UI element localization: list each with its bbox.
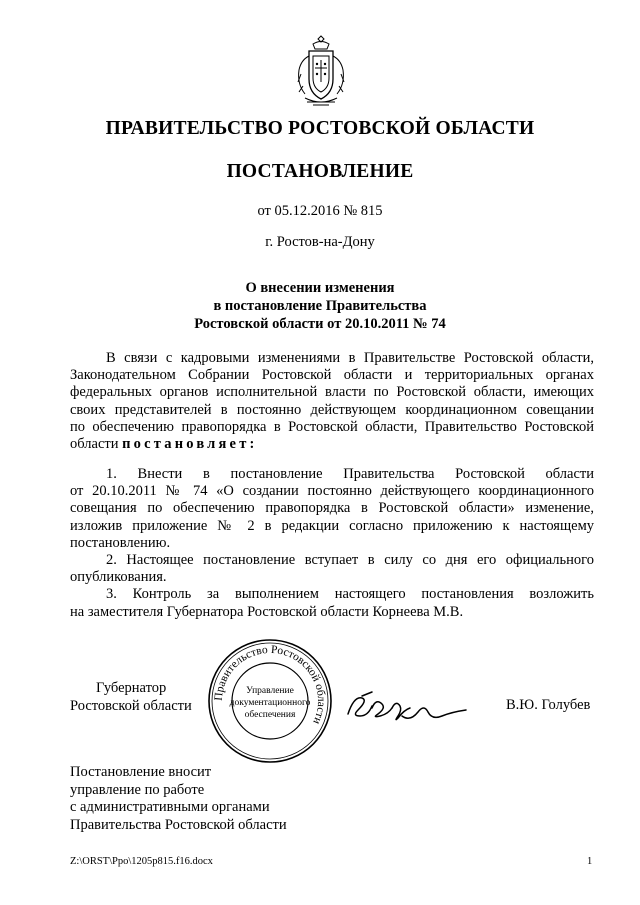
item-line: 1. Внести в постановление Правительства Ростовской области <box>106 466 594 482</box>
stamp-center-line: обеспечения <box>244 710 296 720</box>
signatory-position <box>70 680 192 715</box>
coat-of-arms-icon <box>295 34 347 108</box>
note-line: с административными органами <box>70 799 270 815</box>
resolution-items <box>70 466 594 621</box>
document-city: г. Ростов-на-Дону <box>265 234 375 250</box>
document-type: ПОСТАНОВЛЕНИЕ <box>226 161 414 182</box>
note-line: Постановление вносит <box>70 764 212 780</box>
resolves-keyword: постановляет: <box>122 435 258 452</box>
subject-line: в постановление Правительства <box>213 298 427 314</box>
paragraph-line <box>70 436 594 453</box>
handwritten-signature <box>342 686 470 728</box>
item-line: совещания по обеспечению правопорядка в Ростовской области» изменение, <box>70 500 594 517</box>
item-line: постановлению. <box>70 534 171 551</box>
government-title: ПРАВИТЕЛЬСТВО РОСТОВСКОЙ ОБЛАСТИ <box>105 118 535 139</box>
footer-file-path: Z:\ORST\Ppo\1205p815.f16.docx <box>70 856 213 867</box>
page-number: 1 <box>587 856 593 867</box>
signatory-region: Ростовской области <box>70 697 192 714</box>
item-line: 2. Настоящее постановление вступает в силу со дня его официального <box>106 551 594 568</box>
official-stamp <box>206 637 334 765</box>
signatory-name: В.Ю. Голубев <box>506 697 591 713</box>
submission-note <box>70 764 287 834</box>
paragraph-line: В связи с кадровыми изменениями в Правительстве Ростовской области, <box>106 350 594 366</box>
note-line: управление по работе <box>70 781 205 798</box>
signatory-title: Губернатор <box>96 680 167 696</box>
item-line: от 20.10.2011 № 74 «О создании постоянно действующего координационного <box>70 483 594 500</box>
item-line: 3. Контроль за выполнением настоящего постановления возложить <box>106 586 594 603</box>
subject-line: О внесении изменения <box>245 280 395 296</box>
subject-line: Ростовской области от 20.10.2011 № 74 <box>194 316 446 332</box>
paragraph-line: по обеспечению правопорядка в Ростовской области, Правительство Ростовской <box>70 418 594 435</box>
preamble-paragraph <box>70 350 594 453</box>
paragraph-line: федеральных органов исполнительной власти по Ростовской области, имеющих <box>70 384 594 401</box>
document-date-number: от 05.12.2016 № 815 <box>257 203 383 219</box>
paragraph-line-start: области <box>70 435 123 452</box>
paragraph-line: своих представителей в постоянно действующем координационном совещании <box>70 401 594 418</box>
item-line: изложив приложение № 2 в редакции согласно приложению к настоящему <box>70 517 594 534</box>
stamp-ring-text: Правительство Ростовской области <box>212 643 328 726</box>
paragraph-line: Законодательном Собрании Ростовской области и территориальных органах <box>70 367 594 384</box>
item-line: на заместителя Губернатора Ростовской области Корнеева М.В. <box>70 603 464 620</box>
stamp-center-line: документационного <box>229 698 311 708</box>
stamp-center-line: Управление <box>246 686 294 696</box>
note-line: Правительства Ростовской области <box>70 816 287 833</box>
document-subject <box>0 279 640 333</box>
item-line: опубликования. <box>70 569 167 586</box>
